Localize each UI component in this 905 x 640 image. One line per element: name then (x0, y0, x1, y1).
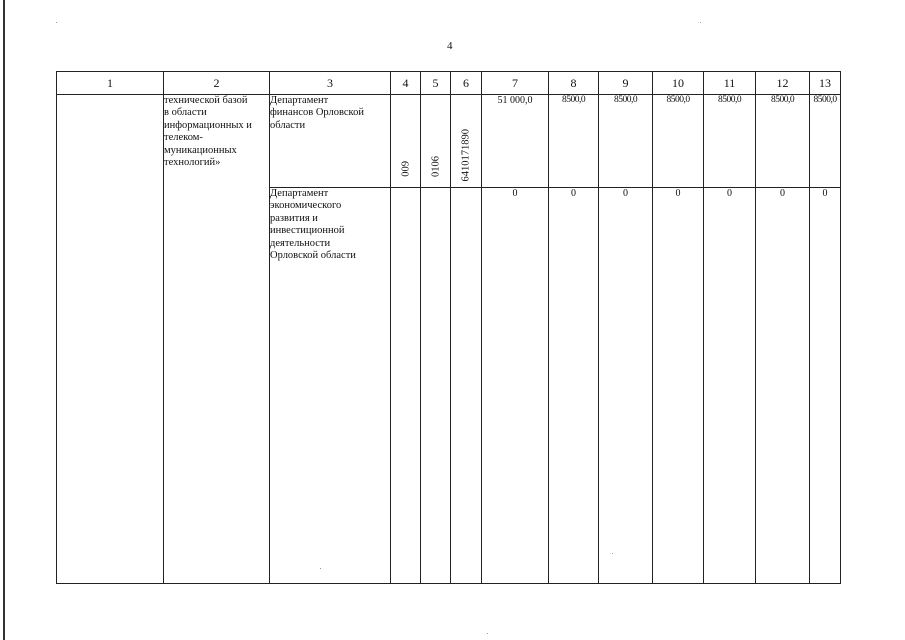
code-4: 009 (400, 161, 411, 177)
table-row (57, 95, 841, 188)
code-cell-4 (391, 188, 421, 584)
code-cell-5 (421, 188, 451, 584)
header-cell-11: 11 (704, 72, 756, 95)
budget-table (56, 71, 841, 584)
value-cell: 0 (482, 188, 549, 584)
value-cell: 0 (599, 188, 653, 584)
value-cell: 8500,0 (704, 95, 756, 188)
header-cell-13: 13 (810, 72, 841, 95)
header-cell-7: 7 (482, 72, 549, 95)
value-cell: 0 (704, 188, 756, 584)
header-cell-10: 10 (653, 72, 704, 95)
code-cell-4 (391, 95, 421, 188)
header-cell-12: 12 (756, 72, 810, 95)
value-cell: 51 000,0 (482, 95, 549, 188)
value-cell: 0 (756, 188, 810, 584)
header-row (57, 72, 841, 95)
header-cell-5: 5 (421, 72, 451, 95)
code-5: 0106 (430, 156, 441, 177)
value-cell: 8500,0 (599, 95, 653, 188)
header-cell-9: 9 (599, 72, 653, 95)
code-6: 6410171890 (460, 128, 472, 181)
department-name: Департамент экономического развития и инвестиционной деятельности Орловской области (270, 188, 391, 584)
value-cell: 8500,0 (653, 95, 704, 188)
scan-speck (487, 633, 488, 634)
page-number: 4 (447, 40, 453, 52)
scan-speck (56, 22, 57, 23)
header-cell-3: 3 (270, 72, 391, 95)
code-cell-6 (451, 188, 482, 584)
header-cell-6: 6 (451, 72, 482, 95)
value-cell: 8500,0 (756, 95, 810, 188)
header-cell-4: 4 (391, 72, 421, 95)
header-cell-1: 1 (57, 72, 164, 95)
value-cell: 8500,0 (810, 95, 841, 188)
header-cell-8: 8 (549, 72, 599, 95)
value-cell: 0 (549, 188, 599, 584)
program-description: технической базой в области информационных и телеком- муникационных технологий» (164, 95, 270, 584)
code-cell-6 (451, 95, 482, 188)
department-name: Департамент финансов Орловской области (270, 95, 391, 188)
value-cell: 0 (810, 188, 841, 584)
col1-cell (57, 95, 164, 584)
scan-speck (700, 22, 701, 23)
code-cell-5 (421, 95, 451, 188)
value-cell: 8500,0 (549, 95, 599, 188)
value-cell: 0 (653, 188, 704, 584)
header-cell-2: 2 (164, 72, 270, 95)
page-edge-line (3, 0, 5, 640)
